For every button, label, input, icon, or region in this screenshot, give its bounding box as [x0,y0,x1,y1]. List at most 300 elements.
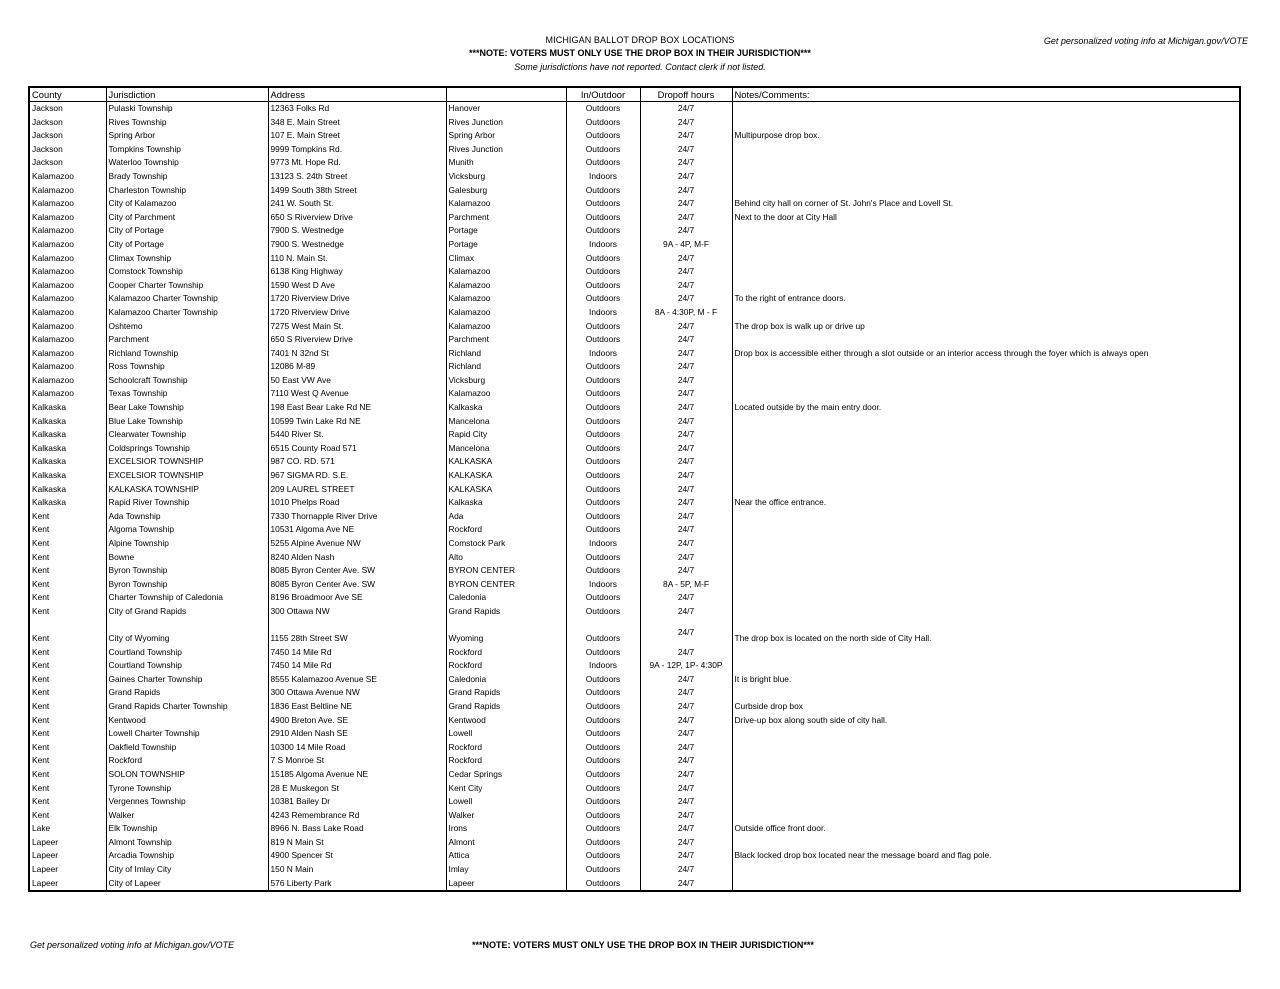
cell-address: 241 W. South St. [268,197,446,211]
cell-notes [732,686,1240,700]
cell-city: Grand Rapids [446,686,566,700]
cell-address: 348 E. Main Street [268,116,446,130]
cell-in-outdoor: Outdoors [566,156,640,170]
cell-jurisdiction: Kentwood [106,714,268,728]
table-body [29,102,1240,892]
cell-dropoff-hours: 24/7 [640,822,732,836]
cell-notes [732,659,1240,673]
table-row [29,156,1240,170]
cell-dropoff-hours: 24/7 [640,836,732,850]
cell-address: 819 N Main St [268,836,446,850]
table-row [29,564,1240,578]
table-row [29,197,1240,211]
cell-dropoff-hours: 24/7 [640,143,732,157]
cell-dropoff-hours: 24/7 [640,252,732,266]
cell-address: 7450 14 Mile Rd [268,646,446,660]
cell-in-outdoor: Outdoors [566,224,640,238]
cell-notes [732,795,1240,809]
cell-address: 209 LAUREL STREET [268,483,446,497]
cell-dropoff-hours: 24/7 [640,741,732,755]
cell-city: KALKASKA [446,455,566,469]
table-row [29,537,1240,551]
cell-jurisdiction: Comstock Township [106,265,268,279]
cell-dropoff-hours: 24/7 [640,170,732,184]
cell-county: Kalamazoo [29,252,106,266]
cell-county: Kalamazoo [29,374,106,388]
cell-county: Jackson [29,116,106,130]
cell-address: 110 N. Main St. [268,252,446,266]
cell-dropoff-hours: 24/7 [640,605,732,619]
cell-county: Kent [29,510,106,524]
cell-city: Parchment [446,211,566,225]
cell-dropoff-hours: 24/7 [640,265,732,279]
cell-city: KALKASKA [446,469,566,483]
table-row [29,238,1240,252]
table-row [29,129,1240,143]
cell-city: Climax [446,252,566,266]
cell-dropoff-hours: 24/7 [640,877,732,892]
cell-in-outdoor: Indoors [566,306,640,320]
cell-county: Kalkaska [29,442,106,456]
cell-address: 300 Ottawa Avenue NW [268,686,446,700]
cell-county: Lake [29,822,106,836]
cell-in-outdoor: Indoors [566,170,640,184]
cell-jurisdiction: Courtland Township [106,659,268,673]
cell-notes [732,265,1240,279]
cell-jurisdiction: Lowell Charter Township [106,727,268,741]
cell-dropoff-hours: 24/7 [640,768,732,782]
cell-county: Kalamazoo [29,306,106,320]
cell-county: Kent [29,605,106,619]
cell-in-outdoor: Outdoors [566,374,640,388]
cell-in-outdoor: Outdoors [566,754,640,768]
cell-address: 650 S Riverview Drive [268,211,446,225]
table-row [29,836,1240,850]
table-row [29,727,1240,741]
cell-jurisdiction: Cooper Charter Township [106,279,268,293]
cell-notes [732,483,1240,497]
cell-dropoff-hours: 24/7 [640,727,732,741]
cell-notes [732,170,1240,184]
cell-county: Kalamazoo [29,333,106,347]
cell-address: 8196 Broadmoor Ave SE [268,591,446,605]
table-row [29,578,1240,592]
cell-jurisdiction: Oakfield Township [106,741,268,755]
cell-jurisdiction: Brady Township [106,170,268,184]
cell-address: 10531 Algoma Ave NE [268,523,446,537]
cell-county: Kent [29,686,106,700]
cell-county: Kalamazoo [29,387,106,401]
cell-county: Kalamazoo [29,211,106,225]
cell-notes: It is bright blue. [732,673,1240,687]
cell-address: 12363 Folks Rd [268,102,446,116]
cell-notes [732,374,1240,388]
cell-county: Kent [29,714,106,728]
cell-county: Kent [29,646,106,660]
cell-in-outdoor: Outdoors [566,279,640,293]
cell-address: 4243 Remembrance Rd [268,809,446,823]
cell-city: KALKASKA [446,483,566,497]
cell-in-outdoor: Outdoors [566,401,640,415]
cell-city: Kalamazoo [446,265,566,279]
cell-county: Kent [29,564,106,578]
cell-dropoff-hours: 8A - 4:30P, M - F [640,306,732,320]
cell-in-outdoor: Outdoors [566,496,640,510]
cell-jurisdiction: Texas Township [106,387,268,401]
cell-city: Portage [446,224,566,238]
table-row [29,523,1240,537]
cell-county: Kent [29,523,106,537]
cell-address: 7 S Monroe St [268,754,446,768]
cell-city: BYRON CENTER [446,564,566,578]
table-row [29,673,1240,687]
cell-in-outdoor: Outdoors [566,551,640,565]
cell-dropoff-hours: 8A - 5P, M-F [640,578,732,592]
cell-county: Kalkaska [29,496,106,510]
cell-dropoff-hours: 24/7 [640,292,732,306]
cell-city: Kalkaska [446,401,566,415]
cell-jurisdiction: City of Portage [106,224,268,238]
cell-notes: Located outside by the main entry door. [732,401,1240,415]
cell-jurisdiction: Rives Township [106,116,268,130]
cell-dropoff-hours: 24/7 [640,428,732,442]
cell-county: Jackson [29,129,106,143]
cell-county: Kent [29,741,106,755]
cell-jurisdiction: Grand Rapids [106,686,268,700]
cell-in-outdoor: Outdoors [566,849,640,863]
cell-in-outdoor: Outdoors [566,483,640,497]
cell-jurisdiction: Almont Township [106,836,268,850]
cell-county: Kent [29,768,106,782]
cell-dropoff-hours: 24/7 [640,129,732,143]
cell-jurisdiction: City of Parchment [106,211,268,225]
cell-in-outdoor: Outdoors [566,727,640,741]
table-row [29,686,1240,700]
cell-notes [732,428,1240,442]
cell-county: Kalamazoo [29,184,106,198]
column-header-in-outdoor: In/Outdoor [566,87,640,102]
voting-info-link[interactable]: Get personalized voting info at Michigan.gov/VOTE [1043,36,1248,46]
cell-city: Caledonia [446,591,566,605]
cell-city: Kalkaska [446,496,566,510]
cell-dropoff-hours: 24/7 [640,782,732,796]
cell-city: Parchment [446,333,566,347]
cell-county: Lapeer [29,863,106,877]
cell-in-outdoor: Outdoors [566,469,640,483]
table-row [29,265,1240,279]
column-header-address: Address [268,87,446,102]
cell-notes [732,564,1240,578]
cell-dropoff-hours: 24/7 [640,809,732,823]
cell-address: 9999 Tompkins Rd. [268,143,446,157]
cell-in-outdoor: Outdoors [566,184,640,198]
cell-address: 1836 East Beltline NE [268,700,446,714]
table-row [29,292,1240,306]
cell-county: Jackson [29,143,106,157]
cell-address: 7110 West Q Avenue [268,387,446,401]
cell-in-outdoor: Indoors [566,578,640,592]
cell-address: 4900 Breton Ave. SE [268,714,446,728]
table-row [29,849,1240,863]
cell-address: 5440 River St. [268,428,446,442]
table-row [29,116,1240,130]
cell-notes: Behind city hall on corner of St. John's Place and Lovell St. [732,197,1240,211]
cell-city: Imlay [446,863,566,877]
cell-city: BYRON CENTER [446,578,566,592]
cell-notes [732,578,1240,592]
cell-notes [732,741,1240,755]
cell-address: 6138 King Highway [268,265,446,279]
cell-in-outdoor: Outdoors [566,591,640,605]
cell-city: Vicksburg [446,374,566,388]
cell-dropoff-hours: 24/7 [640,211,732,225]
cell-jurisdiction: Elk Township [106,822,268,836]
cell-in-outdoor: Outdoors [566,714,640,728]
cell-county: Kalamazoo [29,238,106,252]
table-row [29,659,1240,673]
cell-city: Kent City [446,782,566,796]
cell-county: Kalamazoo [29,320,106,334]
cell-dropoff-hours: 24/7 [640,333,732,347]
cell-jurisdiction: Pulaski Township [106,102,268,116]
cell-dropoff-hours: 24/7 [640,510,732,524]
table-row [29,401,1240,415]
cell-in-outdoor: Outdoors [566,428,640,442]
cell-in-outdoor: Outdoors [566,102,640,116]
cell-county: Kalkaska [29,483,106,497]
cell-jurisdiction: Tompkins Township [106,143,268,157]
cell-notes [732,116,1240,130]
cell-address: 7401 N 32nd St [268,347,446,361]
table-row [29,768,1240,782]
cell-dropoff-hours: 24/7 [640,537,732,551]
cell-address: 150 N Main [268,863,446,877]
cell-notes [732,646,1240,660]
table-row [29,741,1240,755]
cell-jurisdiction: KALKASKA TOWNSHIP [106,483,268,497]
cell-address: 1155 28th Street SW [268,619,446,646]
cell-in-outdoor: Outdoors [566,442,640,456]
cell-notes: Curbside drop box [732,700,1240,714]
cell-dropoff-hours: 24/7 [640,279,732,293]
cell-address: 9773 Mt. Hope Rd. [268,156,446,170]
cell-address: 5255 Alpine Avenue NW [268,537,446,551]
table-row [29,510,1240,524]
table-row [29,415,1240,429]
cell-notes [732,523,1240,537]
cell-jurisdiction: Bear Lake Township [106,401,268,415]
cell-in-outdoor: Indoors [566,347,640,361]
cell-notes: Next to the door at City Hall [732,211,1240,225]
cell-notes [732,102,1240,116]
cell-city: Rives Junction [446,116,566,130]
cell-city: Rapid City [446,428,566,442]
cell-address: 107 E. Main Street [268,129,446,143]
cell-city: Vicksburg [446,170,566,184]
cell-notes [732,415,1240,429]
cell-city: Wyoming [446,619,566,646]
cell-address: 8085 Byron Center Ave. SW [268,564,446,578]
cell-in-outdoor: Outdoors [566,116,640,130]
cell-county: Kalamazoo [29,360,106,374]
cell-address: 576 Liberty Park [268,877,446,892]
cell-notes [732,306,1240,320]
cell-address: 13123 S. 24th Street [268,170,446,184]
cell-dropoff-hours: 9A - 4P, M-F [640,238,732,252]
cell-county: Kent [29,795,106,809]
cell-county: Jackson [29,156,106,170]
cell-in-outdoor: Outdoors [566,265,640,279]
cell-dropoff-hours: 24/7 [640,116,732,130]
cell-notes [732,238,1240,252]
cell-address: 28 E Muskegon St [268,782,446,796]
cell-dropoff-hours: 24/7 [640,700,732,714]
cell-county: Kent [29,700,106,714]
cell-notes [732,836,1240,850]
cell-county: Lapeer [29,836,106,850]
table-row [29,714,1240,728]
cell-jurisdiction: Bowne [106,551,268,565]
cell-county: Kalamazoo [29,170,106,184]
cell-notes [732,184,1240,198]
cell-jurisdiction: Kalamazoo Charter Township [106,306,268,320]
cell-address: 8966 N. Bass Lake Road [268,822,446,836]
cell-in-outdoor: Outdoors [566,646,640,660]
cell-city: Richland [446,347,566,361]
table-row [29,591,1240,605]
cell-notes [732,224,1240,238]
cell-jurisdiction: Parchment [106,333,268,347]
cell-county: Kent [29,727,106,741]
cell-in-outdoor: Outdoors [566,673,640,687]
cell-dropoff-hours: 24/7 [640,102,732,116]
cell-jurisdiction: Arcadia Township [106,849,268,863]
cell-in-outdoor: Outdoors [566,700,640,714]
cell-in-outdoor: Outdoors [566,564,640,578]
table-row [29,754,1240,768]
cell-city: Rockford [446,646,566,660]
cell-city: Grand Rapids [446,605,566,619]
cell-city: Kalamazoo [446,387,566,401]
cell-notes [732,442,1240,456]
table-row [29,374,1240,388]
cell-notes: Drive-up box along south side of city hall. [732,714,1240,728]
cell-jurisdiction: Charter Township of Caledonia [106,591,268,605]
cell-address: 1010 Phelps Road [268,496,446,510]
cell-jurisdiction: Charleston Township [106,184,268,198]
cell-city: Rockford [446,659,566,673]
cell-city: Galesburg [446,184,566,198]
table-row [29,795,1240,809]
cell-city: Ada [446,510,566,524]
cell-notes: Multipurpose drop box. [732,129,1240,143]
cell-city: Lowell [446,795,566,809]
jurisdiction-note: ***NOTE: VOTERS MUST ONLY USE THE DROP BOX IN THEIR JURISDICTION*** [469,48,811,58]
cell-address: 987 CO. RD. 571 [268,455,446,469]
reporting-subtitle: Some jurisdictions have not reported. Contact clerk if not listed. [514,62,766,72]
cell-city: Mancelona [446,442,566,456]
cell-county: Kent [29,782,106,796]
cell-dropoff-hours: 24/7 [640,686,732,700]
cell-notes: Black locked drop box located near the message board and flag pole. [732,849,1240,863]
cell-dropoff-hours: 24/7 [640,564,732,578]
cell-dropoff-hours: 24/7 [640,551,732,565]
cell-county: Kalamazoo [29,265,106,279]
cell-in-outdoor: Outdoors [566,197,640,211]
cell-city: Caledonia [446,673,566,687]
cell-notes: Drop box is accessible either through a slot outside or an interior access through the foyer which is always open [732,347,1240,361]
cell-notes [732,782,1240,796]
cell-dropoff-hours: 9A - 12P, 1P- 4:30P [640,659,732,673]
cell-jurisdiction: Schoolcraft Township [106,374,268,388]
cell-city: Portage [446,238,566,252]
cell-in-outdoor: Outdoors [566,836,640,850]
cell-address: 12086 M-89 [268,360,446,374]
cell-city: Grand Rapids [446,700,566,714]
footer-voting-info[interactable]: Get personalized voting info at Michigan.gov/VOTE [30,940,235,950]
cell-notes [732,768,1240,782]
cell-county: Kalkaska [29,469,106,483]
table-row [29,551,1240,565]
cell-city: Almont [446,836,566,850]
cell-notes [732,863,1240,877]
cell-jurisdiction: Richland Township [106,347,268,361]
cell-county: Kent [29,673,106,687]
cell-in-outdoor: Outdoors [566,252,640,266]
cell-address: 7275 West Main St. [268,320,446,334]
cell-county: Lapeer [29,849,106,863]
cell-notes: The drop box is located on the north side of City Hall. [732,619,1240,646]
cell-in-outdoor: Outdoors [566,768,640,782]
cell-jurisdiction: Byron Township [106,578,268,592]
table-header-row [29,87,1240,102]
cell-in-outdoor: Outdoors [566,782,640,796]
cell-notes [732,537,1240,551]
cell-dropoff-hours: 24/7 [640,483,732,497]
table-row [29,347,1240,361]
cell-county: Lapeer [29,877,106,892]
cell-in-outdoor: Indoors [566,537,640,551]
table-row [29,646,1240,660]
table-row [29,428,1240,442]
cell-city: Spring Arbor [446,129,566,143]
cell-city: Kalamazoo [446,279,566,293]
cell-county: Kent [29,619,106,646]
cell-dropoff-hours: 24/7 [640,646,732,660]
cell-jurisdiction: Rockford [106,754,268,768]
cell-county: Kalamazoo [29,292,106,306]
cell-jurisdiction: Algoma Township [106,523,268,537]
cell-city: Rockford [446,754,566,768]
column-header-notes: Notes/Comments: [732,87,1240,102]
cell-city: Alto [446,551,566,565]
cell-jurisdiction: Courtland Township [106,646,268,660]
table-row [29,143,1240,157]
table-row [29,306,1240,320]
cell-county: Kalkaska [29,415,106,429]
cell-dropoff-hours: 24/7 [640,469,732,483]
cell-dropoff-hours: 24/7 [640,442,732,456]
cell-city: Hanover [446,102,566,116]
cell-notes [732,754,1240,768]
cell-county: Kalkaska [29,428,106,442]
cell-in-outdoor: Outdoors [566,360,640,374]
cell-county: Kent [29,591,106,605]
table-row [29,469,1240,483]
cell-in-outdoor: Outdoors [566,822,640,836]
cell-dropoff-hours: 24/7 [640,387,732,401]
cell-jurisdiction: City of Wyoming [106,619,268,646]
